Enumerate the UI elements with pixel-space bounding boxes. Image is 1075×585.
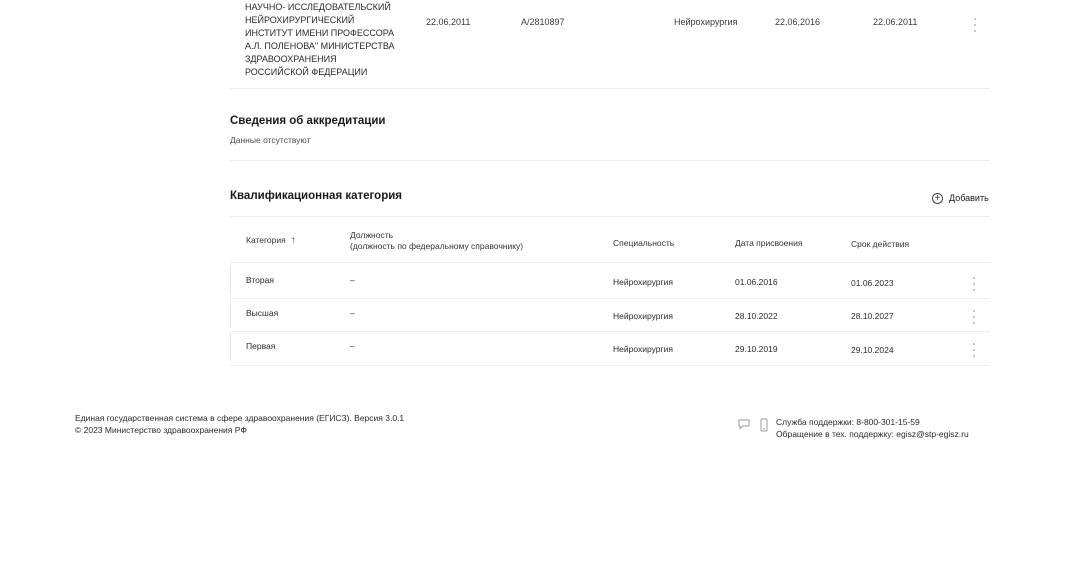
footer-copyright: © 2023 Министерство здравоохранения РФ: [75, 425, 247, 435]
organization-line: ЗДРАВООХРАНЕНИЯ: [245, 54, 337, 64]
column-header-assigned-date: Дата присвоения: [735, 238, 803, 248]
accreditation-title: Сведения об аккредитации: [230, 115, 386, 127]
column-header-label: Должность: [350, 230, 394, 240]
plus-circle-icon: +: [932, 193, 943, 204]
accreditation-empty-text: Данные отсутствуют: [230, 135, 311, 145]
certificate-date: 22.06.2016: [775, 17, 821, 27]
divider: [230, 365, 990, 366]
organization-line: РОССИЙСКОЙ ФЕДЕРАЦИИ: [245, 67, 368, 77]
organization-line: НЕЙРОХИРУРГИЧЕСКИЙ: [245, 15, 355, 25]
organization-line: ИНСТИТУТ ИМЕНИ ПРОФЕССОРА: [245, 28, 395, 38]
row-marker: [230, 266, 231, 294]
divider: [230, 262, 990, 263]
cell-valid-until: 28.10.2027: [851, 311, 894, 321]
divider: [230, 88, 990, 89]
cell-valid-until: 01.06.2023: [851, 278, 894, 288]
column-header-sublabel: (должность по федеральному справочнику): [350, 241, 524, 251]
column-header-valid-until: Срок действия: [851, 239, 910, 249]
footer-system-name: Единая государственная система в сфере здравоохранения (ЕГИСЗ). Версия 3.0.1: [75, 413, 405, 423]
kebab-menu-icon[interactable]: [970, 343, 978, 357]
cell-category: Высшая: [246, 308, 279, 318]
certificate-specialty: Нейрохирургия: [674, 17, 738, 27]
divider: [230, 298, 990, 299]
column-header-position: [350, 230, 523, 252]
cell-category: Первая: [246, 341, 276, 351]
divider: [230, 160, 990, 161]
phone-icon: [760, 418, 768, 432]
cell-position: –: [350, 275, 355, 285]
certificate-number: А/2810897: [521, 17, 565, 27]
footer-support: [776, 416, 969, 440]
add-qualification-button[interactable]: [932, 191, 989, 205]
cell-assigned-date: 29.10.2019: [735, 344, 778, 354]
certificate-row: [230, 0, 990, 86]
arrow-up-icon: ↑: [290, 235, 296, 246]
support-phone[interactable]: Служба поддержки: 8-800-301-15-59: [776, 417, 920, 427]
cell-specialty: Нейрохирургия: [613, 277, 673, 287]
organization-line: НАУЧНО- ИССЛЕДОВАТЕЛЬСКИЙ: [245, 2, 391, 12]
add-button-label: Добавить: [949, 193, 989, 203]
kebab-menu-icon[interactable]: [971, 18, 979, 32]
certificate-issue-date: 22.06.2011: [426, 17, 471, 27]
column-header-specialty: Специальность: [613, 238, 675, 248]
organization-line: А.Л. ПОЛЕНОВА" МИНИСТЕРСТВА: [245, 41, 395, 51]
chat-icon: [738, 418, 750, 430]
qualification-title: Квалификационная категория: [230, 190, 402, 202]
certificate-organization: [245, 1, 410, 79]
column-header-category[interactable]: [246, 235, 296, 246]
cell-category: Вторая: [246, 275, 274, 285]
cell-specialty: Нейрохирургия: [613, 344, 673, 354]
row-marker: [230, 333, 231, 361]
row-marker: [230, 300, 231, 328]
kebab-menu-icon[interactable]: [970, 310, 978, 324]
cell-valid-until: 29.10.2024: [851, 345, 894, 355]
cell-specialty: Нейрохирургия: [613, 311, 673, 321]
cell-position: –: [350, 308, 355, 318]
divider: [230, 216, 990, 217]
cell-assigned-date: 28.10.2022: [735, 311, 778, 321]
cell-position: –: [350, 341, 355, 351]
certificate-expiry-date: 22.06.2011: [873, 17, 918, 27]
support-email[interactable]: Обращение в тех. поддержку: egisz@stp-egisz.ru: [776, 429, 969, 439]
kebab-menu-icon[interactable]: [970, 277, 978, 291]
qualification-table: [230, 222, 990, 370]
footer-info: [75, 412, 404, 436]
cell-assigned-date: 01.06.2016: [735, 277, 778, 287]
column-header-label: Категория: [246, 235, 286, 245]
divider: [230, 331, 990, 332]
